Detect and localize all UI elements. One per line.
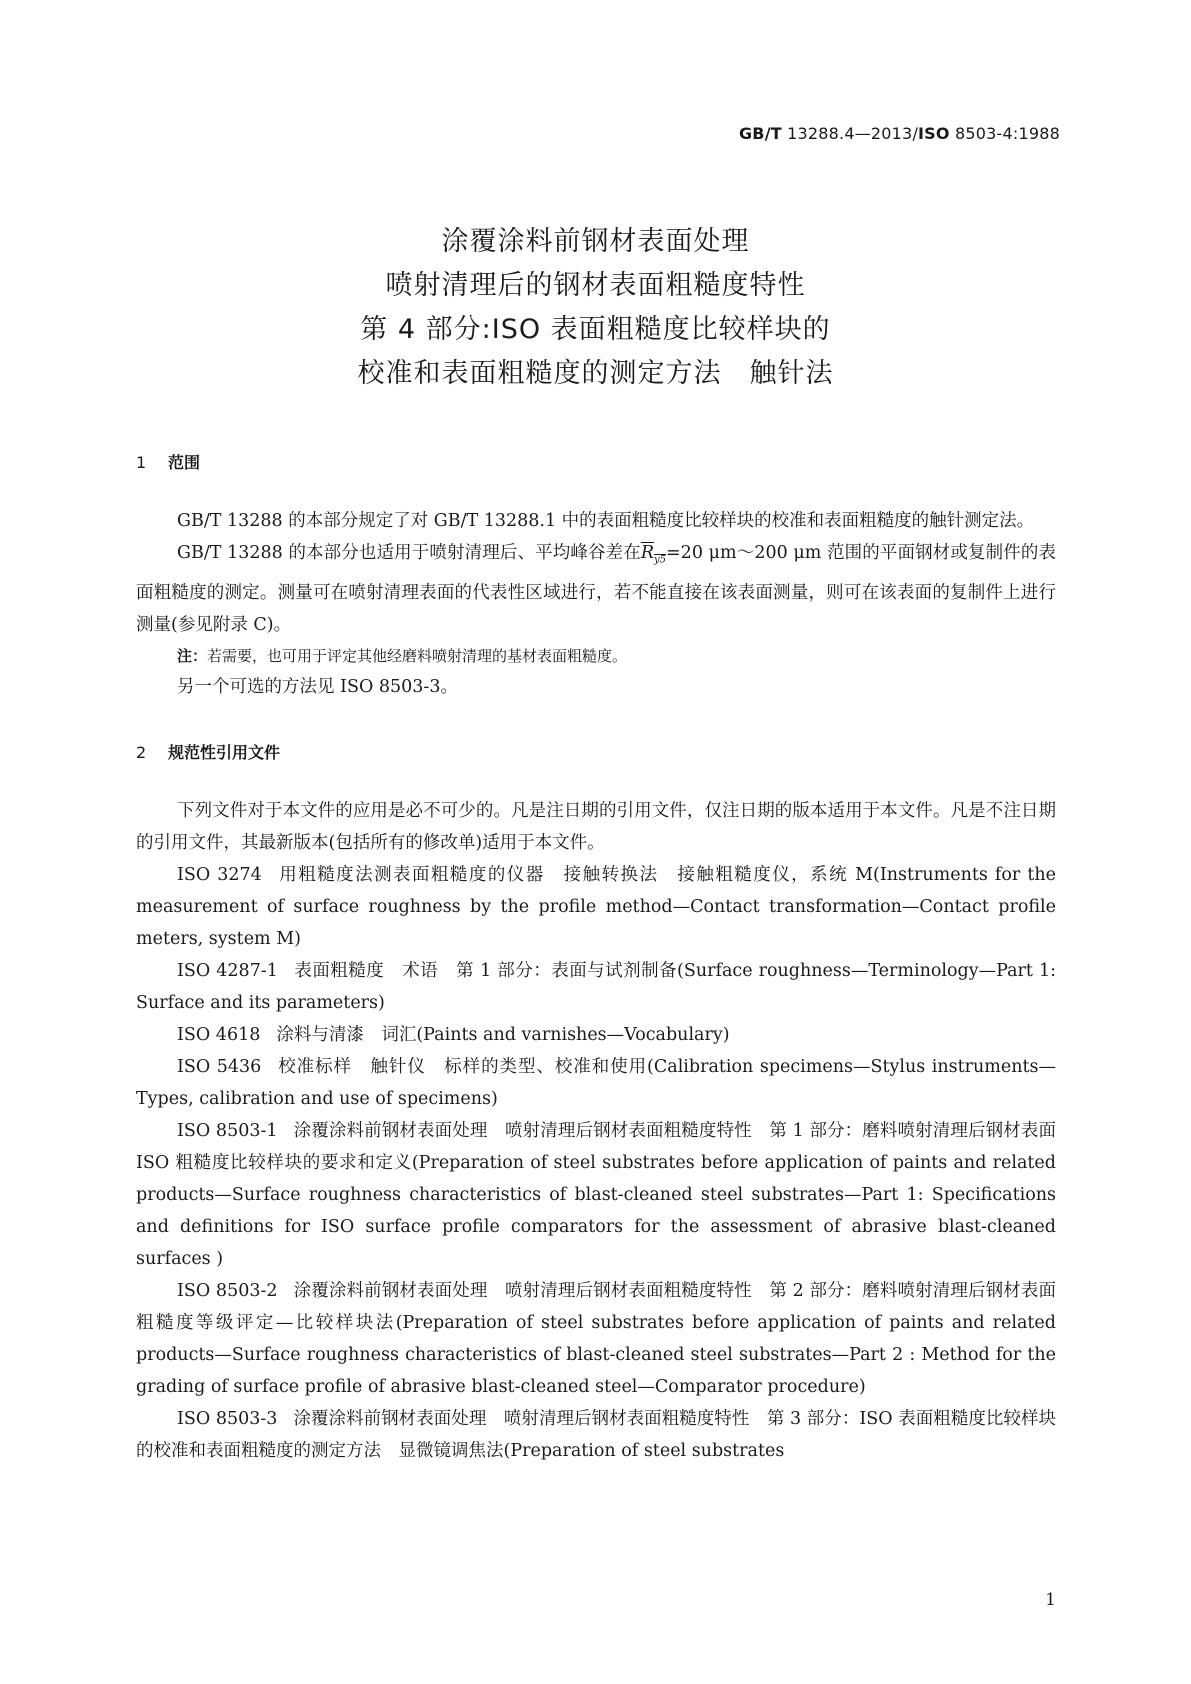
section-1-title: 范围 bbox=[168, 453, 201, 472]
para-2-part-a: GB/T 13288 的本部分也适用于喷射清理后、平均峰谷差在 bbox=[177, 543, 641, 563]
reference-item bbox=[136, 1019, 1056, 1051]
section-2-number: 2 bbox=[136, 742, 147, 762]
section-2-intro: 下列文件对于本文件的应用是必不可少的。凡是注日期的引用文件，仅注日期的版本适用于本文件。凡是不注日期的引用文件，其最新版本(包括所有的修改单)适用于本文件。 bbox=[136, 800, 1056, 853]
note-text: 若需要，也可用于评定其他经磨料喷射清理的基材表面粗糙度。 bbox=[207, 646, 628, 665]
document-title bbox=[0, 220, 1191, 396]
iso-num: 8503-4:1988 bbox=[955, 124, 1060, 143]
section-2-title: 规范性引用文件 bbox=[168, 742, 281, 762]
reference-item bbox=[136, 1051, 1056, 1115]
reference-text: 校准标样 触针仪 标样的类型、校准和使用(Calibration specimens—Stylus instruments—Types, calibration and use of specimens) bbox=[136, 1056, 1056, 1109]
reference-code: ISO 8503-1 bbox=[177, 1120, 278, 1141]
reference-text: 涂料与清漆 词汇(Paints and varnishes—Vocabulary) bbox=[276, 1024, 730, 1045]
reference-text: 表面粗糙度 术语 第 1 部分：表面与试剂制备(Surface roughness—Terminology—Part 1: Surface and its parameters) bbox=[136, 960, 1056, 1013]
roughness-symbol-letter: R bbox=[640, 543, 654, 563]
reference-code: ISO 4287-1 bbox=[177, 960, 278, 981]
title-line-4: 校准和表面粗糙度的测定方法 触针法 bbox=[357, 358, 834, 389]
reference-text: 用粗糙度法测表面粗糙度的仪器 接触转换法 接触粗糙度仪，系统 M(Instruments for the measurement of surface roughness by the profile method—Contact transformation—Contact profile meters, system M) bbox=[136, 864, 1056, 949]
section-1-para-1: GB/T 13288 的本部分规定了对 GB/T 13288.1 中的表面粗糙度比较样块的校准和表面粗糙度的触针测定法。 bbox=[177, 511, 1035, 531]
roughness-symbol-subscript: y5 bbox=[654, 554, 667, 566]
document-body bbox=[136, 447, 1056, 1467]
roughness-symbol bbox=[640, 543, 667, 566]
reference-code: ISO 8503-3 bbox=[177, 1408, 278, 1429]
section-1-para-3: 另一个可选的方法见 ISO 8503-3。 bbox=[177, 676, 458, 697]
title-line-2: 喷射清理后的钢材表面粗糙度特性 bbox=[385, 270, 806, 301]
section-1-note bbox=[136, 641, 1056, 671]
reference-code: ISO 3274 bbox=[177, 864, 262, 885]
standard-prefix: GB/T bbox=[738, 124, 782, 143]
reference-item bbox=[136, 1403, 1056, 1467]
title-line-3: 第 4 部分:ISO 表面粗糙度比较样块的 bbox=[360, 314, 831, 345]
note-label: 注： bbox=[177, 646, 208, 665]
page-number: 1 bbox=[1045, 1590, 1056, 1610]
iso-prefix: ISO bbox=[918, 124, 950, 143]
para-2-part-b: =20 μm～200 μm 范围的平面钢材或复制件的表面粗糙度的测定。测量可在喷射清理表面的代表性区域进行，若不能直接在该表面测量，则可在该表面的复制件上进行测量(参见附录 C)。 bbox=[136, 543, 1056, 635]
reference-item bbox=[136, 955, 1056, 1019]
reference-code: ISO 8503-2 bbox=[177, 1280, 278, 1301]
section-1-number: 1 bbox=[136, 453, 147, 472]
section-1-heading bbox=[136, 447, 1056, 479]
reference-item bbox=[136, 1115, 1056, 1275]
standard-number bbox=[739, 124, 1060, 143]
standard-num: 13288.4—2013/ bbox=[787, 124, 919, 143]
reference-text: 涂覆涂料前钢材表面处理 喷射清理后钢材表面粗糙度特性 第 1 部分：磨料喷射清理后钢材表面 ISO 粗糙度比较样块的要求和定义(Preparation of steel substrates before application of paints and related products—Surface roughness characteristics of blast-cleaned steel substrates—Part 1: Specifications and definitions for ISO surface profile comparators for the assessment of abrasive blast-cleaned surfaces ) bbox=[136, 1120, 1056, 1269]
reference-code: ISO 4618 bbox=[177, 1024, 261, 1045]
reference-code: ISO 5436 bbox=[177, 1056, 262, 1077]
reference-item bbox=[136, 859, 1056, 955]
reference-text: 涂覆涂料前钢材表面处理 喷射清理后钢材表面粗糙度特性 第 2 部分：磨料喷射清理后钢材表面粗糙度等级评定—比较样块法(Preparation of steel substrates before application of paints and related products—Surface roughness characteristics of blast-cleaned steel substrates—Part 2 : Method for the grading of surface profile of abrasive blast-cleaned steel—Comparator procedure) bbox=[136, 1280, 1056, 1397]
title-line-1: 涂覆涂料前钢材表面处理 bbox=[441, 226, 750, 257]
section-1-para-2 bbox=[136, 537, 1056, 641]
reference-text: 涂覆涂料前钢材表面处理 喷射清理后钢材表面粗糙度特性 第 3 部分：ISO 表面粗糙度比较样块的校准和表面粗糙度的测定方法 显微镜调焦法(Preparation of steel substrates bbox=[136, 1408, 1056, 1461]
reference-item bbox=[136, 1275, 1056, 1403]
section-2-heading bbox=[136, 737, 1056, 769]
